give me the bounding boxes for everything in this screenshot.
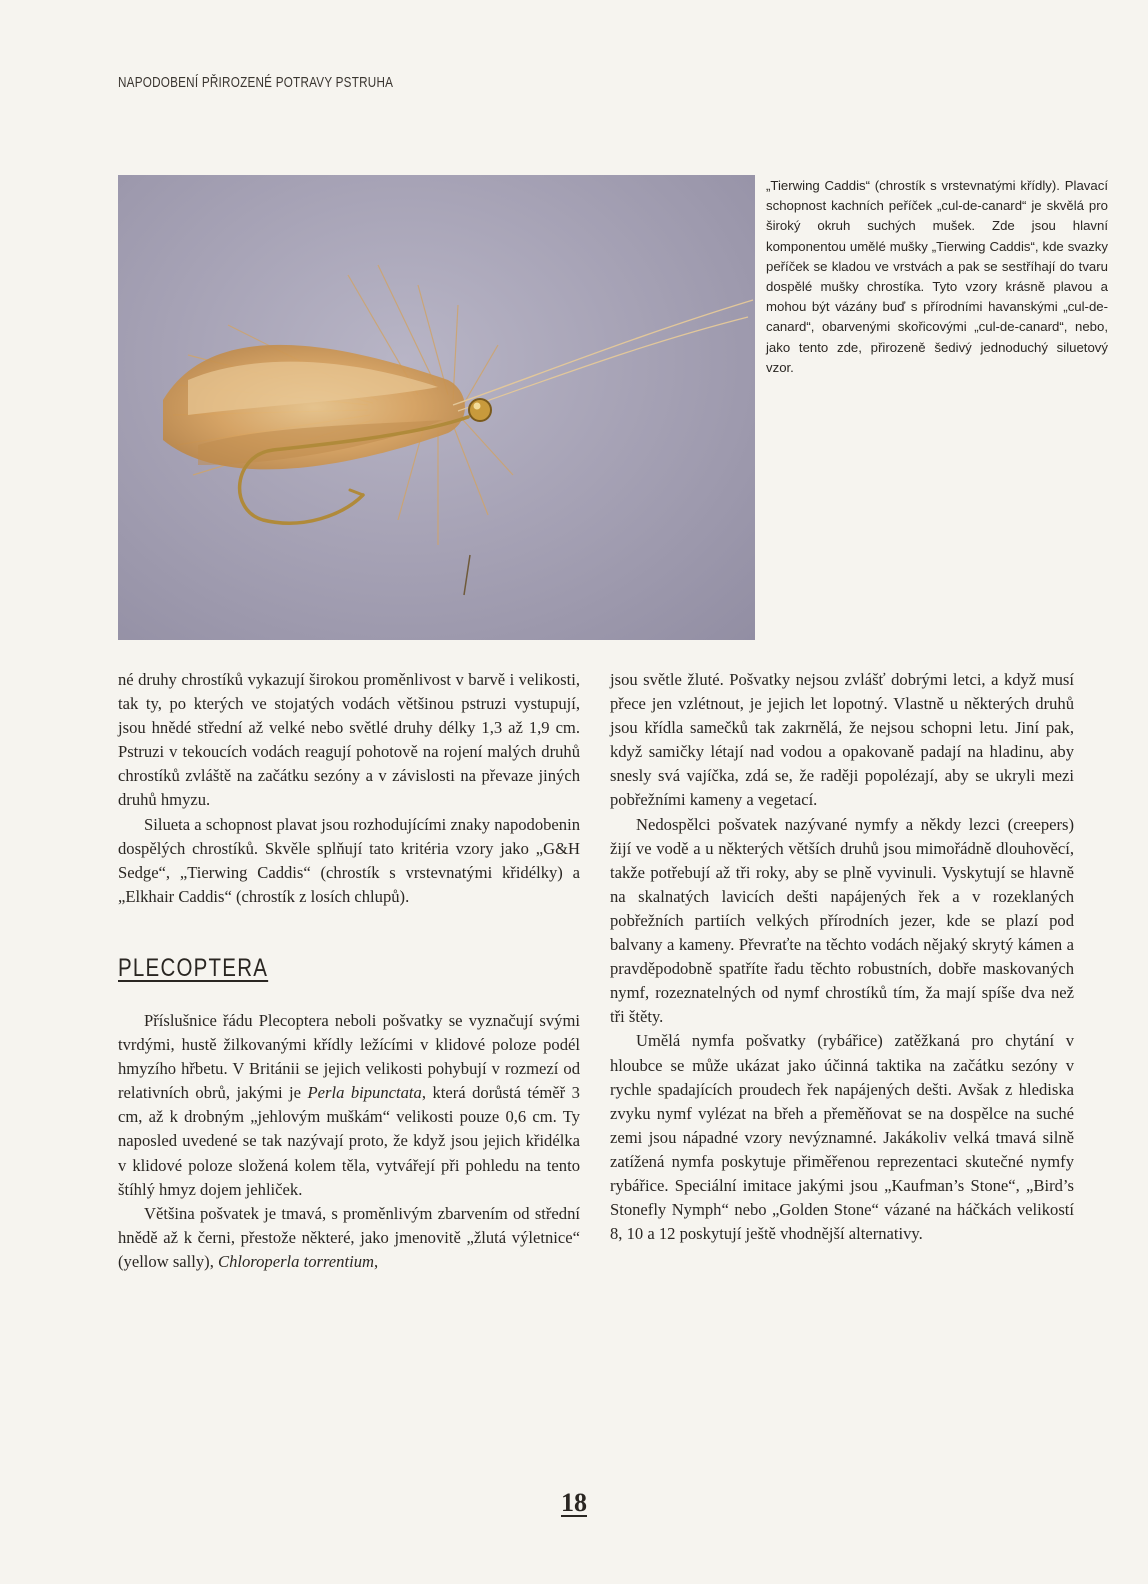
paragraph: né druhy chrostíků vykazují širokou proměnlivost v barvě i velikosti, tak ty, po kterých ve stojatých vodách většinou pstruzi vystupují, jsou hnědé střední až velké nebo světlé druhy délky 1,3 až 1,9 cm. Pstruzi v tekoucích vodách reagují pohotově na rojení malých druhů chrostíků zvláště na začátku sezóny a v závislosti na převaze jiných druhů hmyzu. [118,670,580,810]
paragraph: Silueta a schopnost plavat jsou rozhodujícími znaky napodobenin dospělých chrostíků. Skvěle splňují tato kritéria vzory jako „G&H Sedge“, „Tierwing Caddis“ (chrostík s vrstevnatými křidélky) a „Elkhair Caddis“ (chrostík z losích chlupů). [118,814,580,906]
left-column [118,668,580,1274]
paragraph-text: Většina pošvatek je tmavá, s proměnlivým zbarvením od střední hnědě až k černi, přestože některé, jako jmenovitě „žlutá výletnice“ (yellow sally), [118,1203,580,1271]
photo-caption: „Tierwing Caddis“ (chrostík s vrstevnatými křídly). Plavací schopnost kachních peříček „cul-de-canard“ je skvělá pro široký okruh suchých mušek. Zde jsou hlavní komponentou umělé mušky „Tierwing Caddis“, kde svazky peříček se kladou ve vrstvách a pak se sestříhají do tvaru dospělé mušky chrostíka. Tyto vzory krásně plavou a mohou být vázány buď s přírodními havanskými „cul-de-canard“, obarvenými skořicovými „cul-de-canard“, nebo, jako tento zde, přirozeně šedivý jednoduchý siluetový vzor. [766,178,1108,375]
paragraph: Umělá nymfa pošvatky (rybářice) zatěžkaná pro chytání v hloubce se může ukázat jako účinná taktika na začátku sezóny v rychle spadajících proudech řek napájených dešti. Avšak z hlediska zvyku nymf vylézat na břeh a přeměňovat se na dospělce na suché zemi jsou nápadné vzory nevýznamné. Jakákoliv velká tmavá silně zatížená nymfa poskytuje přiměřenou reprezentaci skutečné nymfy rybářice. Speciální imitace jakými jsou „Kaufman’s Stone“, „Bird’s Stonefly Nymph“ nebo „Golden Stone“ vázané na háčkách velikostí 8, 10 a 12 poskytují ještě vhodnější alternativy. [610,1031,1074,1244]
paragraph-text: , [373,1251,379,1271]
fly-photo [118,175,755,640]
paragraph-text: , která dorůstá téměř 3 cm, až k drobným „jehlovým muškám“ velikosti pouze 0,6 cm. Ty naposled uvedené se tak nazývají proto, že když jsou jejich křidélka v klidové poloze složená kolem těla, vytvářejí při pohledu na tento štíhlý hmyz dojem jehliček. [118,1083,580,1199]
paragraph: Nedospělci pošvatek nazývané nymfy a někdy lezci (creepers) žijí ve vodě a u některých větších druhů jsou mimořádně dlouhověcí, takže potřebují až tři roky, aby se plně vyvinuli. Vyskytují se hlavně na skalnatých lavicích dešti napájených řek a v rozeklaných pobřežních partiích velkých přírodních jezer, kde se plazí pod balvany a kameny. Převraťte na těchto vodách nějaký skrytý kámen a pravděpodobně spatříte řadu těchto robustních, dobře maskovaných nymf, rozeznatelných od nymf chrostíků tím, ža mají spíše dva než tři štěty. [610,814,1074,1027]
paragraph-text: Příslušnice řádu Plecoptera neboli pošvatky se vyznačují svými tvrdými, hustě žilkovanými křídly ležícími v klidové poloze podél hmyzího hřbetu. V Británii se jejich velikosti pohybují v rozmezí od relativních obrů, jakými je [118,1010,580,1103]
species-name: Perla bipunctata [307,1083,422,1103]
species-name: Chloroperla torrentium [218,1251,374,1271]
paragraph [118,1009,580,1202]
section-title: PLECOPTERA [118,953,269,982]
right-column [610,668,1074,1246]
paragraph: jsou světle žluté. Pošvatky nejsou zvlášť dobrými letci, a když musí přece jen vzlétnout, je jejich let lopotný. Vlastně u některých druhů jsou křídla samečků tak zakrnělá, že nejsou schopni letu. Jiní pak, když samičky létají nad vodou a opakovaně padají na hladinu, aby snesly svá vajíčka, zdá se, že raději popolézají, aby se ukryli mezi pobřežními kameny a vegetací. [610,670,1074,810]
paragraph [118,1202,580,1274]
tierwing-caddis-illustration [118,175,755,640]
running-head: NAPODOBENÍ PŘIROZENÉ POTRAVY PSTRUHA [118,74,394,91]
page-number: 18 [561,1488,587,1517]
